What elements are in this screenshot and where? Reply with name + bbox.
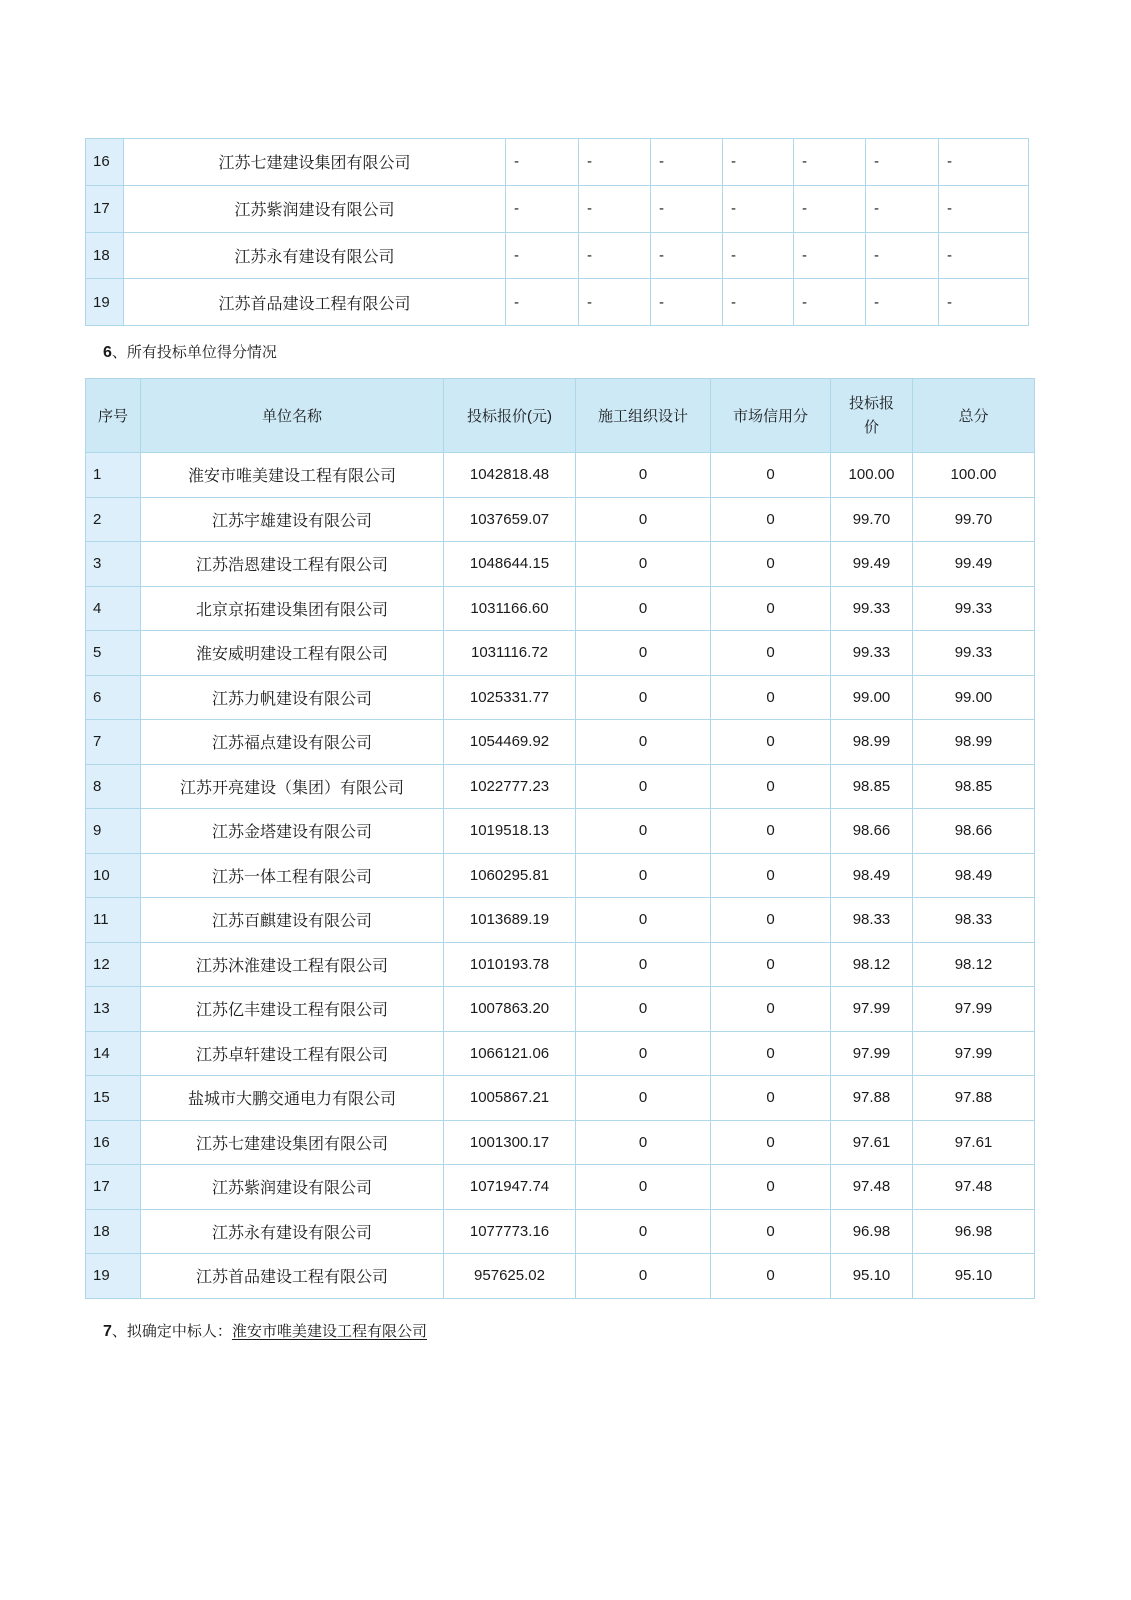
value-cell: 97.99 — [831, 987, 913, 1032]
value-cell: 0 — [576, 586, 711, 631]
value-cell: 97.61 — [831, 1120, 913, 1165]
company-name-cell: 江苏金塔建设有限公司 — [141, 809, 444, 854]
value-cell: 0 — [711, 987, 831, 1032]
value-cell: 1007863.20 — [444, 987, 576, 1032]
seq-cell: 19 — [86, 1254, 141, 1299]
winning-bidder-name: 淮安市唯美建设工程有限公司 — [231, 1323, 427, 1340]
empty-score-cell: - — [506, 279, 579, 326]
empty-score-cell: - — [651, 279, 723, 326]
value-cell: 1010193.78 — [444, 942, 576, 987]
column-header: 市场信用分 — [711, 379, 831, 453]
column-header: 总分 — [913, 379, 1035, 453]
empty-score-cell: - — [794, 232, 866, 279]
value-cell: 0 — [711, 809, 831, 854]
empty-score-cell: - — [794, 185, 866, 232]
value-cell: 1031116.72 — [444, 631, 576, 676]
seq-cell: 16 — [86, 139, 124, 186]
empty-score-cell: - — [579, 185, 651, 232]
empty-score-cell: - — [506, 139, 579, 186]
value-cell: 0 — [711, 853, 831, 898]
value-cell: 98.85 — [913, 764, 1035, 809]
table-row — [86, 809, 1035, 854]
empty-score-cell: - — [651, 185, 723, 232]
company-name-cell: 江苏开亮建设（集团）有限公司 — [141, 764, 444, 809]
value-cell: 1025331.77 — [444, 675, 576, 720]
seq-cell: 12 — [86, 942, 141, 987]
value-cell: 95.10 — [913, 1254, 1035, 1299]
carryover-table-body — [86, 139, 1029, 326]
value-cell: 0 — [711, 453, 831, 498]
seq-cell: 18 — [86, 1209, 141, 1254]
value-cell: 0 — [576, 987, 711, 1032]
value-cell: 98.99 — [913, 720, 1035, 765]
empty-score-cell: - — [866, 232, 939, 279]
empty-score-cell: - — [723, 139, 794, 186]
seq-cell: 14 — [86, 1031, 141, 1076]
seq-cell: 11 — [86, 898, 141, 943]
company-name-cell: 江苏永有建设有限公司 — [141, 1209, 444, 1254]
value-cell: 1066121.06 — [444, 1031, 576, 1076]
value-cell: 0 — [576, 898, 711, 943]
section-7-label: 拟确定中标人： — [126, 1323, 232, 1340]
company-name-cell: 江苏福点建设有限公司 — [141, 720, 444, 765]
section-7-heading — [103, 1320, 427, 1341]
value-cell: 0 — [576, 853, 711, 898]
company-name-cell: 江苏首品建设工程有限公司 — [124, 279, 506, 326]
value-cell: 957625.02 — [444, 1254, 576, 1299]
seq-cell: 15 — [86, 1076, 141, 1121]
empty-score-cell: - — [939, 279, 1029, 326]
seq-cell: 19 — [86, 279, 124, 326]
table-row — [86, 1254, 1035, 1299]
value-cell: 99.49 — [913, 542, 1035, 587]
company-name-cell: 江苏永有建设有限公司 — [124, 232, 506, 279]
seq-cell: 2 — [86, 497, 141, 542]
seq-cell: 4 — [86, 586, 141, 631]
column-header-text: 投标报价 — [848, 395, 894, 436]
section-7-number: 7 — [103, 1323, 112, 1340]
value-cell: 0 — [711, 898, 831, 943]
column-header: 投标报价(元) — [444, 379, 576, 453]
value-cell: 0 — [576, 542, 711, 587]
empty-score-cell: - — [579, 139, 651, 186]
company-name-cell: 江苏首品建设工程有限公司 — [141, 1254, 444, 1299]
value-cell: 1042818.48 — [444, 453, 576, 498]
table-row — [86, 942, 1035, 987]
table-row — [86, 1120, 1035, 1165]
empty-score-cell: - — [506, 232, 579, 279]
value-cell: 97.88 — [831, 1076, 913, 1121]
seq-cell: 18 — [86, 232, 124, 279]
table-row — [86, 675, 1035, 720]
value-cell: 0 — [576, 631, 711, 676]
table-row — [86, 898, 1035, 943]
value-cell: 1005867.21 — [444, 1076, 576, 1121]
company-name-cell: 江苏宇雄建设有限公司 — [141, 497, 444, 542]
company-name-cell: 江苏七建建设集团有限公司 — [124, 139, 506, 186]
table-row — [86, 1076, 1035, 1121]
value-cell: 98.85 — [831, 764, 913, 809]
table-row — [86, 631, 1035, 676]
empty-score-cell: - — [866, 139, 939, 186]
score-table-body — [86, 453, 1035, 1299]
value-cell: 99.33 — [831, 586, 913, 631]
value-cell: 1077773.16 — [444, 1209, 576, 1254]
section-7-separator: 、 — [111, 1323, 127, 1340]
value-cell: 98.99 — [831, 720, 913, 765]
empty-score-cell: - — [723, 232, 794, 279]
value-cell: 0 — [576, 720, 711, 765]
value-cell: 98.49 — [831, 853, 913, 898]
seq-cell: 8 — [86, 764, 141, 809]
value-cell: 97.99 — [831, 1031, 913, 1076]
company-name-cell: 江苏紫润建设有限公司 — [141, 1165, 444, 1210]
seq-cell: 10 — [86, 853, 141, 898]
value-cell: 1048644.15 — [444, 542, 576, 587]
table-row — [86, 853, 1035, 898]
company-name-cell: 淮安市唯美建设工程有限公司 — [141, 453, 444, 498]
value-cell: 98.33 — [831, 898, 913, 943]
value-cell: 0 — [711, 542, 831, 587]
value-cell: 99.00 — [831, 675, 913, 720]
score-table-header-row — [86, 379, 1035, 453]
value-cell: 0 — [576, 942, 711, 987]
table-row — [86, 1031, 1035, 1076]
value-cell: 0 — [576, 1120, 711, 1165]
column-header: 施工组织设计 — [576, 379, 711, 453]
value-cell: 0 — [711, 1165, 831, 1210]
section-6-separator: 、 — [111, 344, 127, 361]
empty-score-cell: - — [579, 232, 651, 279]
empty-score-cell: - — [794, 279, 866, 326]
empty-score-cell: - — [723, 185, 794, 232]
value-cell: 97.88 — [913, 1076, 1035, 1121]
value-cell: 1060295.81 — [444, 853, 576, 898]
value-cell: 1037659.07 — [444, 497, 576, 542]
value-cell: 95.10 — [831, 1254, 913, 1299]
value-cell: 96.98 — [913, 1209, 1035, 1254]
empty-score-cell: - — [651, 232, 723, 279]
value-cell: 0 — [711, 497, 831, 542]
seq-cell: 3 — [86, 542, 141, 587]
empty-score-cell: - — [506, 185, 579, 232]
value-cell: 0 — [576, 1254, 711, 1299]
table-row — [86, 453, 1035, 498]
section-6-heading — [103, 341, 277, 362]
value-cell: 0 — [711, 1209, 831, 1254]
table-row — [86, 586, 1035, 631]
table-row — [86, 1165, 1035, 1210]
value-cell: 1031166.60 — [444, 586, 576, 631]
empty-score-cell: - — [939, 232, 1029, 279]
value-cell: 98.66 — [913, 809, 1035, 854]
seq-cell: 1 — [86, 453, 141, 498]
value-cell: 99.70 — [831, 497, 913, 542]
value-cell: 98.33 — [913, 898, 1035, 943]
table-row — [86, 232, 1029, 279]
company-name-cell: 盐城市大鹏交通电力有限公司 — [141, 1076, 444, 1121]
value-cell: 1013689.19 — [444, 898, 576, 943]
value-cell: 0 — [576, 675, 711, 720]
section-6-title: 所有投标单位得分情况 — [126, 344, 277, 361]
empty-score-cell: - — [723, 279, 794, 326]
value-cell: 1071947.74 — [444, 1165, 576, 1210]
value-cell: 99.49 — [831, 542, 913, 587]
value-cell: 97.48 — [831, 1165, 913, 1210]
table-row — [86, 542, 1035, 587]
seq-cell: 13 — [86, 987, 141, 1032]
value-cell: 1001300.17 — [444, 1120, 576, 1165]
value-cell: 97.48 — [913, 1165, 1035, 1210]
company-name-cell: 江苏力帆建设有限公司 — [141, 675, 444, 720]
value-cell: 99.33 — [831, 631, 913, 676]
value-cell: 0 — [576, 1165, 711, 1210]
value-cell: 1022777.23 — [444, 764, 576, 809]
company-name-cell: 江苏浩恩建设工程有限公司 — [141, 542, 444, 587]
seq-cell: 5 — [86, 631, 141, 676]
empty-score-cell: - — [939, 185, 1029, 232]
empty-score-cell: - — [794, 139, 866, 186]
section-6-number: 6 — [103, 344, 112, 361]
table-row — [86, 764, 1035, 809]
empty-score-cell: - — [866, 279, 939, 326]
value-cell: 0 — [576, 1076, 711, 1121]
value-cell: 0 — [711, 1031, 831, 1076]
value-cell: 98.66 — [831, 809, 913, 854]
seq-cell: 17 — [86, 1165, 141, 1210]
carryover-score-table — [85, 138, 1029, 326]
table-row — [86, 139, 1029, 186]
value-cell: 0 — [576, 1209, 711, 1254]
empty-score-cell: - — [579, 279, 651, 326]
company-name-cell: 江苏沐淮建设工程有限公司 — [141, 942, 444, 987]
value-cell: 0 — [576, 809, 711, 854]
value-cell: 99.33 — [913, 586, 1035, 631]
seq-cell: 9 — [86, 809, 141, 854]
column-header: 序号 — [86, 379, 141, 453]
company-name-cell: 江苏一体工程有限公司 — [141, 853, 444, 898]
value-cell: 99.00 — [913, 675, 1035, 720]
value-cell: 0 — [576, 1031, 711, 1076]
value-cell: 96.98 — [831, 1209, 913, 1254]
value-cell: 97.99 — [913, 987, 1035, 1032]
value-cell: 98.12 — [831, 942, 913, 987]
column-header — [831, 379, 913, 453]
value-cell: 100.00 — [913, 453, 1035, 498]
company-name-cell: 淮安威明建设工程有限公司 — [141, 631, 444, 676]
value-cell: 0 — [576, 453, 711, 498]
empty-score-cell: - — [939, 139, 1029, 186]
value-cell: 99.33 — [913, 631, 1035, 676]
value-cell: 0 — [576, 497, 711, 542]
table-row — [86, 987, 1035, 1032]
value-cell: 0 — [711, 675, 831, 720]
value-cell: 100.00 — [831, 453, 913, 498]
value-cell: 99.70 — [913, 497, 1035, 542]
table-row — [86, 1209, 1035, 1254]
value-cell: 0 — [711, 942, 831, 987]
value-cell: 1054469.92 — [444, 720, 576, 765]
company-name-cell: 江苏百麒建设有限公司 — [141, 898, 444, 943]
company-name-cell: 江苏卓轩建设工程有限公司 — [141, 1031, 444, 1076]
seq-cell: 7 — [86, 720, 141, 765]
table-row — [86, 720, 1035, 765]
value-cell: 0 — [711, 631, 831, 676]
company-name-cell: 北京京拓建设集团有限公司 — [141, 586, 444, 631]
value-cell: 0 — [711, 1120, 831, 1165]
value-cell: 1019518.13 — [444, 809, 576, 854]
value-cell: 98.49 — [913, 853, 1035, 898]
company-name-cell: 江苏亿丰建设工程有限公司 — [141, 987, 444, 1032]
value-cell: 0 — [711, 586, 831, 631]
table-row — [86, 185, 1029, 232]
company-name-cell: 江苏紫润建设有限公司 — [124, 185, 506, 232]
score-table — [85, 378, 1035, 1299]
seq-cell: 6 — [86, 675, 141, 720]
table-row — [86, 279, 1029, 326]
empty-score-cell: - — [866, 185, 939, 232]
value-cell: 0 — [711, 764, 831, 809]
table-row — [86, 497, 1035, 542]
value-cell: 97.61 — [913, 1120, 1035, 1165]
empty-score-cell: - — [651, 139, 723, 186]
value-cell: 0 — [576, 764, 711, 809]
column-header: 单位名称 — [141, 379, 444, 453]
value-cell: 0 — [711, 720, 831, 765]
value-cell: 0 — [711, 1254, 831, 1299]
value-cell: 98.12 — [913, 942, 1035, 987]
seq-cell: 17 — [86, 185, 124, 232]
value-cell: 97.99 — [913, 1031, 1035, 1076]
value-cell: 0 — [711, 1076, 831, 1121]
seq-cell: 16 — [86, 1120, 141, 1165]
company-name-cell: 江苏七建建设集团有限公司 — [141, 1120, 444, 1165]
